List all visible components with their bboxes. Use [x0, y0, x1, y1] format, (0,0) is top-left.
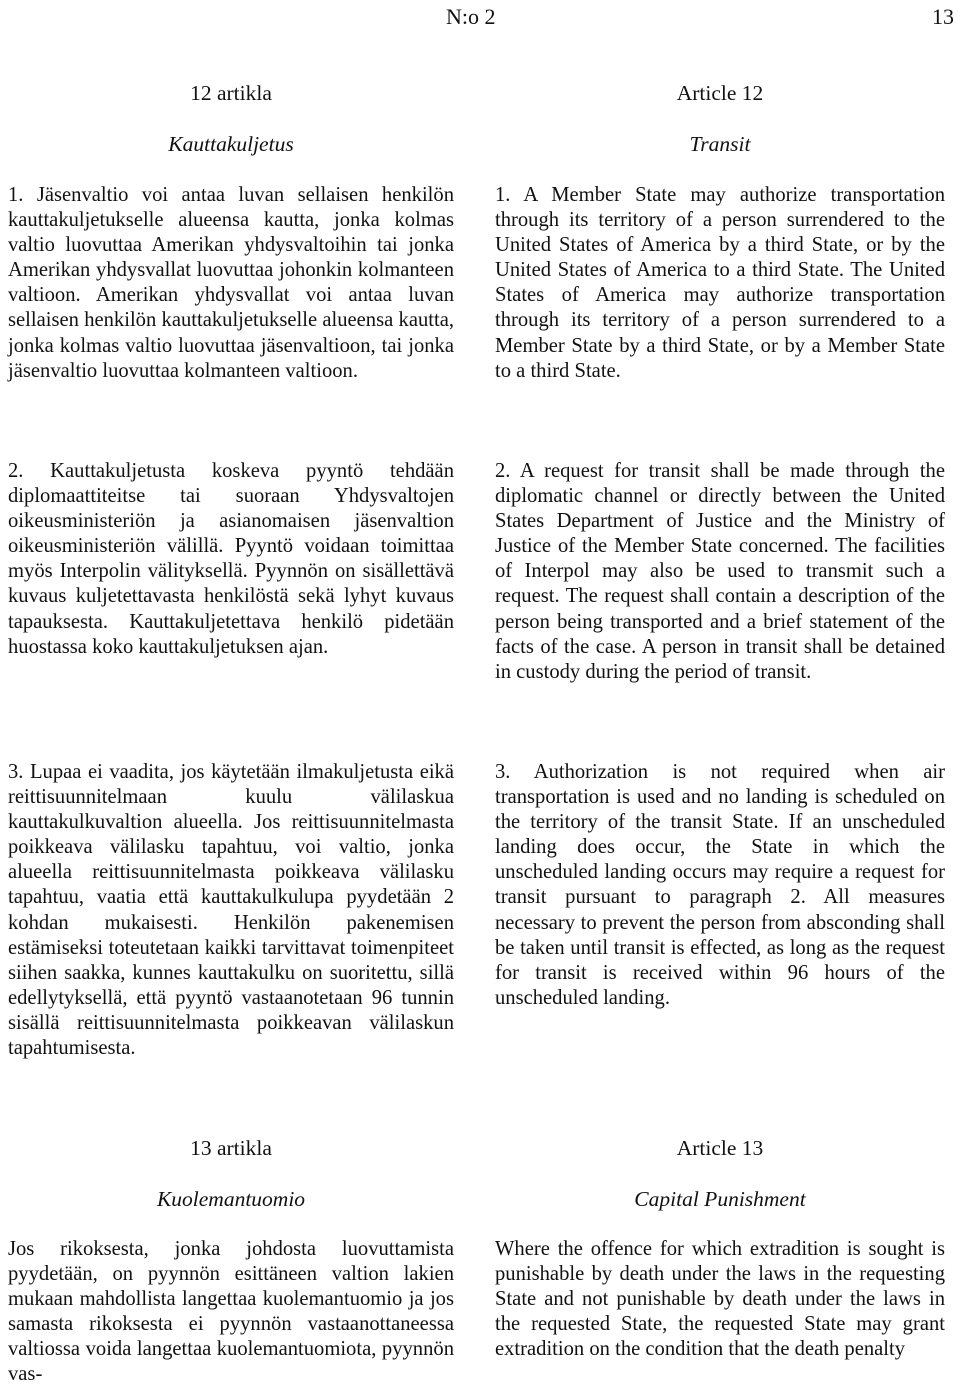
article-12-heading-en: Article 12 — [676, 81, 764, 105]
article-13-heading-en: Article 13 — [676, 1136, 764, 1160]
article-13-subtitle-fi: Kuolemantuomio — [156, 1187, 306, 1211]
article-13-heading-fi: 13 artikla — [190, 1136, 272, 1160]
article-12-paragraph-2-en: 2. A request for transit shall be made through the diplomatic channel or directly between the United States Department of Justice and the Ministry of Justice of the Member State concerned. The facilities of Interpol may also be used to transmit such a request. The request shall contain a description of the person being transported and a brief statement of the facts of the case. A person in transit shall be detained in custody during the period of transit. — [495, 460, 945, 683]
article-12-heading-fi: 12 artikla — [190, 81, 272, 105]
article-12-paragraph-3-en: 3. Authorization is not required when air transportation is used and no landing is scheduled on the territory of the transit State. If an unscheduled landing does occur, the State in which the unscheduled landing occurs may require a request for transit pursuant to paragraph 2. All measures necessary to prevent the person from absconding shall be taken until transit is effected, as long as the request for transit is received within 96 hours of the unscheduled landing. — [495, 761, 945, 1009]
article-12-subtitle-fi: Kauttakuljetus — [168, 132, 294, 156]
article-12-subtitle-en: Transit — [689, 132, 751, 156]
article-13-paragraph-1-en: Where the offence for which extradition is sought is punishable by death under the laws in the requesting State and not punishable by death under the laws in the requested State, the requested State may grant extradition on the condition that the death penalty — [495, 1238, 945, 1361]
journal-issue-number: N:o 2 — [446, 4, 496, 29]
article-12-paragraph-1-fi: 1. Jäsenvaltio voi antaa luvan sellaisen henkilön kauttakuljetukselle alueensa kautta, jonka kolmas valtio luovuttaa Amerikan yhdysvaltoihin tai jonka Amerikan yhdysvallat luovuttaa johonkin kolmanteen valtioon. Amerikan yhdysvallat voi antaa luvan sellaisen henkilön kauttakuljetukselle alueensa kautta, jonka kolmas valtio luovuttaa jäsenvaltioon, tai jonka jäsenvaltio luovuttaa kolmanteen valtioon. — [8, 184, 454, 382]
article-12-paragraph-2-fi: 2. Kauttakuljetusta koskeva pyyntö tehdään diplomaattiteitse tai suoraan Yhdysvaltojen oikeusministeriön ja asianomaisen jäsenvaltion oikeusministeriön välillä. Pyyntö voidaan toimittaa myös Interpolin välityksellä. Pyynnön on sisällettävä kuvaus kuljetettavasta henkilöstä sekä lyhyt kuvaus tapauksesta. Kauttakuljetettava henkilö pidetään huostassa koko kauttakuljetuksen ajan. — [8, 460, 454, 658]
article-12-paragraph-3-fi: 3. Lupaa ei vaadita, jos käytetään ilmakuljetusta eikä reittisuunnitelmaan kuulu välilaskua kauttakulkuvaltion alueella. Jos reittisuunnitelmasta poikkeava välilasku tapahtuu, voi valtio, jonka alueella reittisuunnitelmasta poikkeava välilasku tapahtuu, vaatia että kauttakulkulupa pyydetään 2 kohdan mukaisesti. Henkilön pakenemisen estämiseksi toteutetaan kaikki tarvittavat toimenpiteet siihen saakka, kunnes kauttakulku on suoritettu, sillä edellytyksellä, että pyyntö vastaanotetaan 96 tunnin sisällä reittisuunnitelmasta poikkeavan välilaskun tapahtumisesta. — [8, 761, 454, 1060]
page-header — [0, 0, 960, 40]
article-12-paragraph-1-en: 1. A Member State may authorize transportation through its territory of a person surrendered to the United States of America by a third State, or by the United States of America to a third State. The United States of America may authorize transportation through its territory of a person surrendered to a Member State by a third State, or by a Member State to a third State. — [495, 184, 945, 382]
article-13-subtitle-en: Capital Punishment — [634, 1187, 806, 1211]
article-13-paragraph-1-fi: Jos rikoksesta, jonka johdosta luovuttamista pyydetään, on pyynnön esittäneen valtion lakien mukaan mahdollista langettaa kuolemantuomio ja jos samasta rikoksesta ei pyynnön vastaanottaneessa valtiossa voida langettaa kuolemantuomiota, pyynnön vas- — [8, 1238, 454, 1386]
page-number: 13 — [932, 4, 954, 29]
